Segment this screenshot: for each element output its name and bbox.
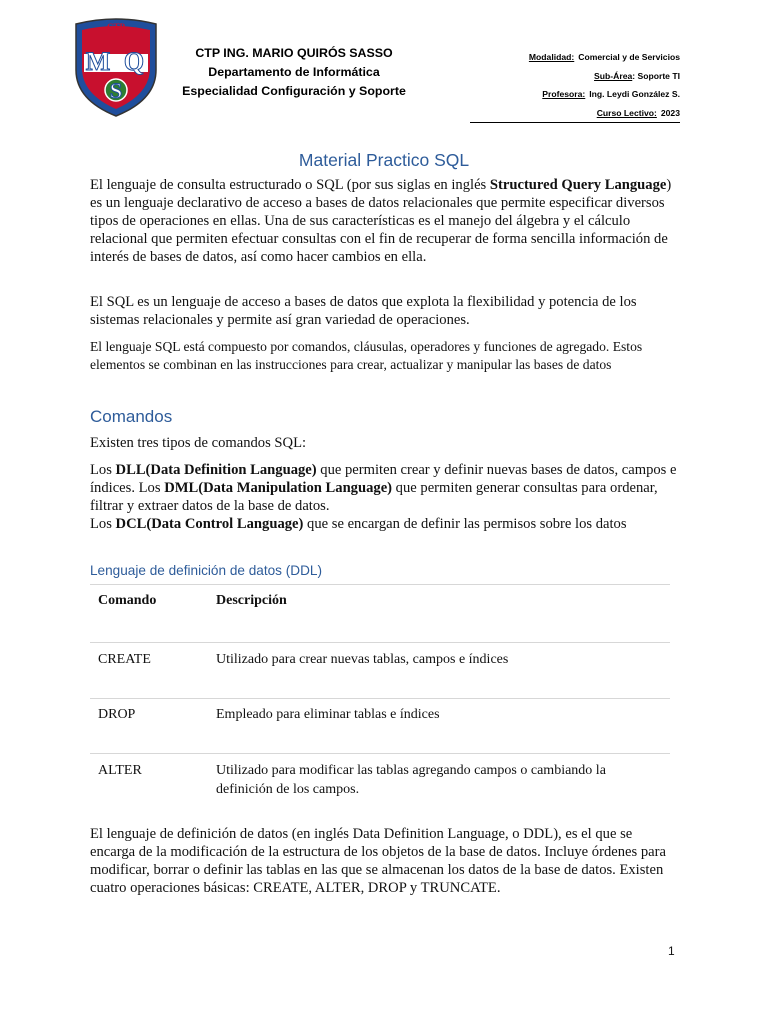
logo-q-letter: Q	[123, 47, 145, 76]
column-header-descripcion: Descripción	[216, 593, 287, 608]
logo-m-letter: M	[85, 47, 111, 76]
table-cell-description: Utilizado para modificar las tablas agregando campos o cambiando la definición de los campos.	[216, 763, 606, 797]
specialty-name: Especialidad Configuración y Soporte	[182, 84, 406, 98]
text-run: que se encargan de definir las permisos sobre los datos	[303, 516, 627, 532]
bold-run: Structured Query Language	[489, 177, 667, 193]
bold-run: DLL(Data Definition Language)	[115, 462, 317, 478]
intro-paragraph-1	[90, 176, 680, 266]
table-cell-description: Utilizado para crear nuevas tablas, campos e índices	[216, 652, 509, 667]
bold-run: DML(Data Manipulation Language)	[164, 480, 393, 496]
school-name: CTP ING. MARIO QUIRÓS SASSO	[195, 46, 393, 60]
bold-run: DCL(Data Control Language)	[115, 516, 304, 532]
info-label: Sub-Área	[594, 70, 633, 81]
info-value: Comercial y de Servicios	[578, 52, 680, 62]
text-run: ) es un lenguaje declarativo de acceso a bases de datos relacionales que permite especificar diversos tipos de operaciones en ellas. Una de sus características es el manejo del álgebra y el cálculo relacional que permiten efectuar consultas con el fin de recuperar de forma sencilla información de interés de bases de datos, así como hacer cambios en ella.	[90, 177, 672, 265]
school-logo	[72, 18, 160, 118]
section-heading-ddl: Lenguaje de definición de datos (DDL)	[90, 563, 323, 578]
ddl-closing-paragraph: El lenguaje de definición de datos (en inglés Data Definition Language, o DDL), es el que se encarga de la modificación de la estructura de los objetos de la base de datos. Incluye órdenes para modificar, borrar o definir las tablas en las que se almacenan los datos de la base de datos. Existen cuatro operaciones básicas: CREATE, ALTER, DROP y TRUNCATE.	[90, 826, 666, 896]
info-row-modalidad	[470, 48, 680, 67]
info-row-curso	[470, 104, 680, 124]
table-rule	[90, 753, 670, 754]
info-row-profesora	[470, 85, 680, 104]
table-rule	[90, 642, 670, 643]
text-run: El lenguaje de consulta estructurado o SQL (por sus siglas en inglés	[90, 177, 490, 193]
text-run: Los	[90, 516, 116, 532]
text-run: Los	[90, 462, 116, 478]
info-label: Curso Lectivo:	[596, 107, 657, 118]
info-label: Modalidad:	[528, 52, 575, 62]
department-name: Departamento de Informática	[208, 65, 380, 79]
intro-paragraph-3: El lenguaje SQL está compuesto por comandos, cláusulas, operadores y funciones de agregado. Estos elementos se combinan en las instrucciones para crear, actualizar y manipular las bases de datos	[90, 339, 643, 372]
document-title: Material Practico SQL	[298, 150, 470, 170]
text-run: que permiten generar consultas para ordenar, filtrar y extraer datos de la base de datos.	[90, 480, 658, 514]
column-header-comando: Comando	[98, 593, 157, 608]
info-value: : Soporte TI	[632, 70, 680, 81]
info-value: Ing. Leydi González S.	[589, 89, 680, 99]
table-cell-description: Empleado para eliminar tablas e índices	[216, 707, 440, 722]
table-cell-command: DROP	[98, 707, 136, 722]
header-info	[470, 48, 680, 123]
info-value: 2023	[660, 107, 680, 118]
table-cell-command: ALTER	[98, 763, 142, 778]
section-heading-comandos: Comandos	[90, 407, 173, 426]
text-run: que permiten crear y definir nuevas bases de datos, campos e índices. Los	[90, 462, 677, 496]
logo-ctp-text: CTP	[107, 22, 125, 32]
logo-s-letter: S	[109, 78, 123, 103]
table-rule	[90, 698, 670, 699]
comandos-intro: Existen tres tipos de comandos SQL:	[90, 435, 307, 451]
header-center	[178, 44, 410, 101]
table-cell-command: CREATE	[98, 652, 151, 667]
info-label: Profesora:	[542, 89, 586, 99]
intro-paragraph-2: El SQL es un lenguaje de acceso a bases de datos que explota la flexibilidad y potencia de los sistemas relacionales y permite así gran variedad de operaciones.	[90, 294, 637, 328]
table-rule	[90, 584, 670, 585]
info-row-subarea	[470, 67, 680, 86]
page-number: 1	[668, 944, 675, 958]
comandos-description	[90, 461, 680, 533]
